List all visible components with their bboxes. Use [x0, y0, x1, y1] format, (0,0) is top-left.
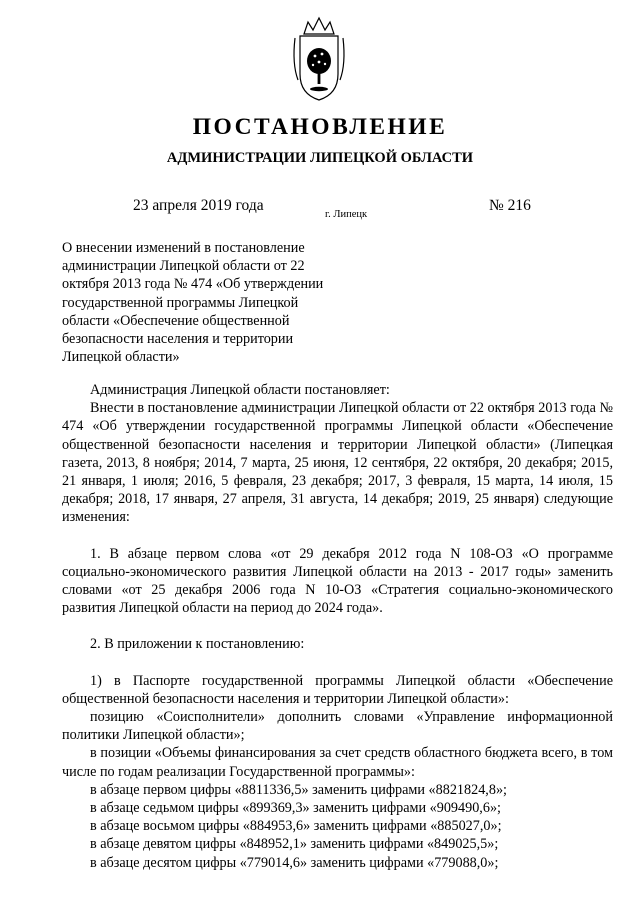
- subject-line: области «Обеспечение общественной: [62, 312, 290, 329]
- subject-line: октября 2013 года № 474 «Об утверждении: [62, 276, 324, 293]
- document-body: [62, 381, 613, 872]
- change-line: в абзаце девятом цифры «848952,1» заменить цифрами «849025,5»;: [90, 836, 499, 853]
- change-line: в абзаце седьмом цифры «899369,3» заменить цифрами «909490,6»;: [90, 800, 501, 817]
- document-title: ПОСТАНОВЛЕНИЕ: [192, 114, 448, 140]
- decree-intro: Администрация Липецкой области постановляет:: [90, 382, 390, 398]
- document-number: № 216: [489, 197, 531, 214]
- item-1: 1. В абзаце первом слова «от 29 декабря 2012 года N 108-ОЗ «О программе социально-экономического развития Липецкой области на 2013 - 2017 годы» заменить словами «от 25 декабря 2006 года N 10-ОЗ «Стратегия социально-экономического развития Липецкой области на период до 2024 года».: [62, 545, 613, 617]
- document-city: г. Липецк: [325, 209, 368, 220]
- issuer-subtitle: АДМИНИСТРАЦИИ ЛИПЕЦКОЙ ОБЛАСТИ: [166, 150, 474, 166]
- subject-line: государственной программы Липецкой: [62, 294, 299, 311]
- subject-line: администрации Липецкой области от 22: [62, 258, 305, 275]
- position-coexecutors: позицию «Соисполнители» дополнить словами «Управление информационной политики Липецкой области»;: [62, 709, 613, 744]
- change-line: в абзаце восьмом цифры «884953,6» заменить цифрами «885027,0»;: [90, 818, 502, 835]
- document-subject: [62, 239, 352, 366]
- change-line: в абзаце первом цифры «8811336,5» заменить цифрами «8821824,8»;: [90, 781, 507, 798]
- subitem-1: 1) в Паспорте государственной программы Липецкой области «Обеспечение общественной безопасности населения и территории Липецкой области»:: [62, 672, 613, 707]
- coat-of-arms-icon: [290, 14, 348, 104]
- change-line: в абзаце десятом цифры «779014,6» заменить цифрами «779088,0»;: [90, 854, 499, 871]
- item-2: 2. В приложении к постановлению:: [90, 636, 305, 653]
- subject-line: Липецкой области»: [62, 349, 180, 366]
- position-financing: в позиции «Объемы финансирования за счет средств областного бюджета всего, в том числе по годам реализации Государственной программы»:: [62, 745, 613, 780]
- subject-line: безопасности населения и территории: [62, 331, 294, 348]
- main-paragraph: Внести в постановление администрации Липецкой области от 22 октября 2013 года № 474 «Об утверждении государственной программы Липецкой области «Обеспечение общественной безопасности населения и территории Липецкой области» (Липецкая газета, 2013, 8 ноября; 2014, 7 марта, 25 июня, 12 сентября, 22 октября, 20 декабря; 2015, 21 января, 1 июля; 2016, 5 февраля, 23 декабря; 2017, 3 февраля, 15 марта, 14 июля, 15 декабря; 2018, 17 января, 27 апреля, 31 августа, 14 декабря; 2019, 25 января) следующие изменения:: [62, 400, 613, 526]
- document-date: 23 апреля 2019 года: [133, 197, 264, 214]
- subject-line: О внесении изменений в постановление: [62, 240, 305, 256]
